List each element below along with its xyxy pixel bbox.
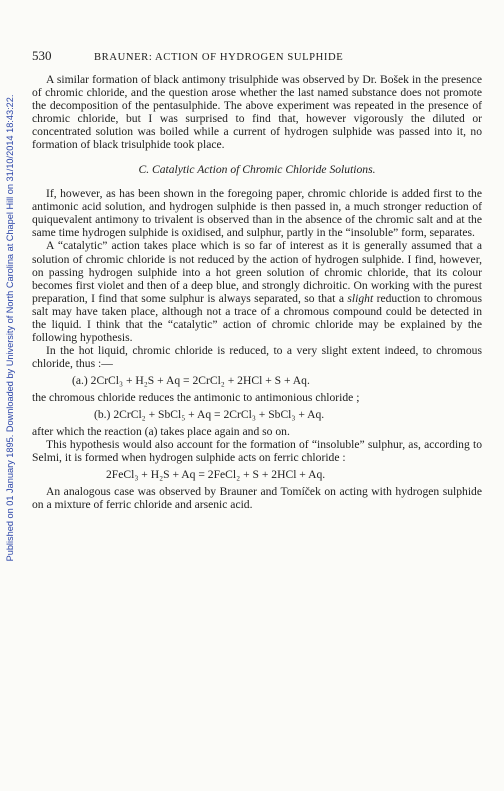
running-title: BRAUNER: ACTION OF HYDROGEN SULPHIDE — [94, 52, 344, 63]
paragraph-8: An analogous case was observed by Brauner and Tomíček on acting with hydrogen sulphide on a mixture of ferric chloride and arsenic acid. — [32, 485, 482, 512]
download-watermark-text: Published on 01 January 1895. Downloaded by University of North Carolina at Chapel Hill on 31/10/2014 18:43:22. — [5, 94, 15, 562]
paragraph-3-text-a: A “catalytic” action takes place which is so far of interest as it is generally assumed that a solution of chromic chloride is not reduced by the action of hydrogen sulphide. I find, however, on passing hydrogen sulphide into a hot green solution of chromic chloride, that its colour becomes first violet and then of a deep blue, and strongly dichroitic. On working with the purest preparation, I find that some sulphur is always separated, so that a — [32, 239, 482, 305]
paragraph-3 — [32, 239, 482, 343]
paragraph-1: A similar formation of black antimony trisulphide was observed by Dr. Bošek in the presence of chromic chloride, and the question arose whether the last named substance does not promote the decomposition of the pentasulphide. The above experiment was repeated in the presence of chromic chloride, but I was surprised to find that, however vigorously the diluted or concentrated solution was boiled while a current of hydrogen sulphide was passed into it, no formation of black trisulphide took place. — [32, 73, 482, 152]
page-number: 530 — [32, 48, 52, 63]
equation-b: (b.) 2CrCl₂ + SbCl₅ + Aq = 2CrCl₃ + SbCl₃ + Aq. — [94, 407, 325, 421]
paragraph-6: after which the reaction (a) takes place again and so on. — [32, 424, 290, 438]
download-watermark — [2, 8, 18, 648]
paragraph-3-text-b: reduction to chromous salt may have taken place, although not a trace of a chromous compound could be detected in the liquid. I think that the “catalytic” action of chromic chloride may be explained by the following hypothesis. — [32, 291, 482, 344]
paragraph-3-italic: slight — [347, 291, 374, 305]
equation-c: 2FeCl₃ + H₂S + Aq = 2FeCl₂ + S + 2HCl + Aq. — [106, 468, 326, 482]
section-heading: C. Catalytic Action of Chromic Chloride Solutions. — [138, 163, 376, 177]
equation-a: (a.) 2CrCl₃ + H₂S + Aq = 2CrCl₂ + 2HCl + S + Aq. — [72, 373, 310, 387]
page-header — [32, 48, 482, 64]
paragraph-7: This hypothesis would also account for the formation of “insoluble” sulphur, as, according to Selmi, it is formed when hydrogen sulphide acts on ferric chloride : — [32, 438, 482, 465]
page-body — [32, 48, 482, 511]
paragraph-2: If, however, as has been shown in the foregoing paper, chromic chloride is added first to the antimonic acid solution, and hydrogen sulphide is then passed in, a much stronger reduction of quiquevalent antimony to trivalent is observed than in the absence of the chromic salt and at the same time hydrogen sulphide is oxidised, and sulphur, partly in the “insoluble” form, separates. — [32, 187, 482, 240]
paragraph-4: In the hot liquid, chromic chloride is reduced, to a very slight extent indeed, to chromous chloride, thus :— — [32, 343, 482, 370]
paragraph-5: the chromous chloride reduces the antimonic to antimonious chloride ; — [32, 390, 360, 404]
